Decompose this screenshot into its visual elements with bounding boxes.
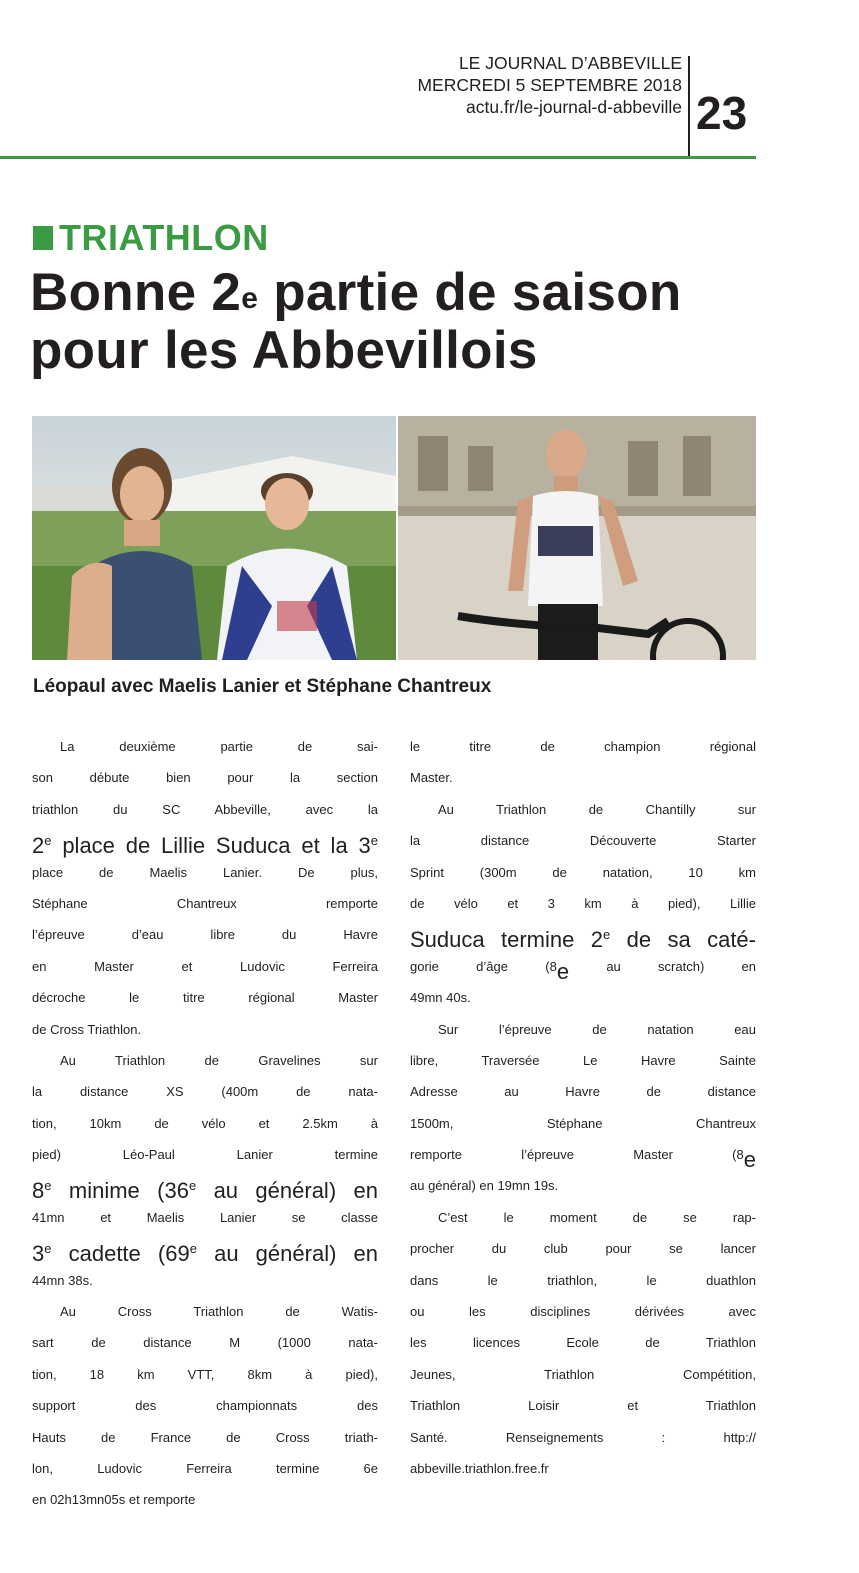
body-line [32, 1207, 378, 1238]
ordinal-superscript: ou les disciplines dérivées avec [410, 1304, 756, 1320]
ordinal-superscript: la distance XS (400m de nata- [32, 1084, 378, 1100]
ordinal-superscript: dans le triathlon, le duathlon [410, 1272, 756, 1288]
body-line [32, 1364, 378, 1395]
section-kicker [33, 218, 269, 258]
body-line [32, 1332, 378, 1363]
ordinal-superscript: Adresse au Havre de distance [410, 1084, 756, 1100]
ordinal-superscript: e [44, 833, 52, 849]
ordinal-superscript: Au Cross Triathlon de Watis- [60, 1304, 378, 1320]
ordinal-superscript: e [370, 833, 378, 849]
ordinal-superscript: 41mn et Maelis Lanier se classe [32, 1209, 378, 1225]
body-line [410, 1270, 756, 1301]
ordinal-superscript: e [44, 1178, 52, 1194]
ordinal-superscript: les licences Ecole de Triathlon [410, 1335, 756, 1351]
ordinal-superscript: Jeunes, Triathlon Compétition, [410, 1366, 756, 1382]
body-line [410, 1427, 756, 1458]
body-text: e [743, 1147, 756, 1173]
ordinal-superscript: tion, 10km de vélo et 2.5km à [32, 1115, 378, 1131]
kicker-label: TRIATHLON [59, 217, 269, 258]
headline-line-2: pour les Abbevillois [30, 321, 538, 380]
ordinal-superscript: de Cross Triathlon. [32, 1021, 142, 1037]
ordinal-superscript: 49mn 40s. [410, 990, 471, 1006]
body-line [410, 956, 756, 987]
body-line [32, 767, 378, 798]
ordinal-superscript: en Master et Ludovic Ferreira [32, 958, 378, 974]
ordinal-superscript: son débute bien pour la section [32, 770, 378, 786]
page-number: 23 [696, 87, 748, 139]
ordinal-superscript: Stéphane Chantreux remporte [32, 895, 378, 911]
ordinal-superscript: sart de distance M (1000 nata- [32, 1335, 378, 1351]
body-line [410, 1113, 756, 1144]
ordinal-superscript: au général) en 19mn 19s. [410, 1178, 559, 1194]
body-line [32, 1113, 378, 1144]
ordinal-superscript: remporte l’épreuve Master (8 [410, 1147, 744, 1163]
body-line [410, 767, 756, 798]
ordinal-superscript: l’épreuve d’eau libre du Havre [32, 927, 378, 943]
body-line [410, 1301, 756, 1332]
header-divider [688, 56, 690, 156]
body-line [410, 1332, 756, 1363]
ordinal-superscript: e [188, 1178, 197, 1194]
body-text: de sa caté- [610, 927, 756, 953]
body-line [32, 924, 378, 955]
ordinal-superscript: abbeville.triathlon.free.fr [410, 1460, 549, 1476]
body-text: au général) en [196, 1178, 378, 1204]
body-line [32, 1144, 378, 1175]
body-line [410, 987, 756, 1018]
ordinal-superscript: gorie d’âge (8 [410, 958, 557, 974]
headline-text: Bonne 2 [30, 263, 242, 322]
body-line [32, 893, 378, 924]
body-line [410, 799, 756, 830]
body-line [410, 736, 756, 767]
body-line [410, 1144, 756, 1175]
body-line [32, 1081, 378, 1112]
body-line [32, 736, 378, 767]
body-line [32, 1019, 378, 1050]
ordinal-superscript: Santé. Renseignements : http:// [410, 1429, 756, 1445]
body-line [32, 1270, 378, 1301]
ordinal-superscript: décroche le titre régional Master [32, 990, 378, 1006]
issue-date: MERCREDI 5 SEPTEMBRE 2018 [417, 75, 682, 95]
headline-line-1 [30, 264, 770, 322]
body-text: au général) en [196, 1241, 379, 1267]
body-line [410, 1050, 756, 1081]
ordinal-superscript: pied) Léo-Paul Lanier termine [32, 1147, 378, 1163]
header-rule [0, 156, 756, 159]
body-line [32, 1427, 378, 1458]
body-text: 2 [32, 833, 45, 859]
body-line [32, 1301, 378, 1332]
ordinal-superscript: e [602, 927, 611, 943]
photo-stephane [398, 416, 756, 660]
body-line [32, 1489, 378, 1520]
ordinal-superscript: Au Triathlon de Chantilly sur [438, 801, 756, 817]
ordinal-superscript: procher du club pour se lancer [410, 1241, 756, 1257]
ordinal-superscript: triathlon du SC Abbeville, avec la [32, 801, 378, 817]
body-line [32, 862, 378, 893]
body-line [410, 924, 756, 955]
photo-caption: Léopaul avec Maelis Lanier et Stéphane Chantreux [33, 676, 492, 697]
ordinal-superscript: la distance Découverte Starter [410, 833, 756, 849]
ordinal-superscript: de vélo et 3 km à pied), Lillie [410, 895, 756, 911]
body-line [32, 799, 378, 830]
ordinal-superscript: Master. [410, 770, 453, 786]
headline-text: partie de saison [258, 263, 682, 322]
ordinal-superscript: Triathlon Loisir et Triathlon [410, 1398, 756, 1414]
ordinal-superscript: La deuxième partie de sai- [60, 739, 378, 754]
body-line [32, 956, 378, 987]
ordinal-superscript: libre, Traversée Le Havre Sainte [410, 1052, 756, 1068]
masthead [380, 52, 682, 118]
article-column-right [410, 736, 756, 1489]
photo-leopaul-maelis [32, 416, 396, 660]
ordinal-superscript: support des championnats des [32, 1398, 378, 1414]
headline-superscript: e [241, 282, 259, 315]
photo-image [32, 416, 396, 660]
article-column-left [32, 736, 378, 1521]
photo-image [398, 416, 756, 660]
body-text: 3 [32, 1241, 45, 1267]
body-line [32, 1050, 378, 1081]
body-line [410, 830, 756, 861]
ordinal-superscript: C’est le moment de se rap- [438, 1209, 756, 1225]
body-line [32, 1458, 378, 1489]
ordinal-superscript: Hauts de France de Cross triath- [32, 1429, 378, 1445]
ordinal-superscript: 44mn 38s. [32, 1272, 93, 1288]
ordinal-superscript: Sur l’épreuve de natation eau [438, 1021, 756, 1037]
body-line [410, 893, 756, 924]
body-line [410, 862, 756, 893]
ordinal-superscript: 1500m, Stéphane Chantreux [410, 1115, 756, 1131]
body-text: e [556, 958, 570, 984]
body-line [410, 1238, 756, 1269]
ordinal-superscript: en 02h13mn05s et remporte [32, 1492, 196, 1508]
body-line [32, 830, 378, 861]
ordinal-superscript: Au Triathlon de Gravelines sur [60, 1052, 378, 1068]
body-text: Suduca termine 2 [410, 927, 603, 953]
body-line [410, 1019, 756, 1050]
body-line [32, 1238, 378, 1269]
ordinal-superscript: place de Maelis Lanier. De plus, [32, 864, 378, 880]
body-line [410, 1395, 756, 1426]
body-line [410, 1458, 756, 1489]
body-line [410, 1175, 756, 1206]
body-line [32, 987, 378, 1018]
body-text: minime (36 [51, 1178, 189, 1204]
kicker-square-icon [33, 226, 53, 250]
body-line [410, 1207, 756, 1238]
ordinal-superscript: au scratch) en [569, 958, 756, 974]
ordinal-superscript: lon, Ludovic Ferreira termine 6e [32, 1460, 378, 1476]
body-line [32, 1395, 378, 1426]
body-line [410, 1364, 756, 1395]
publication-url: actu.fr/le-journal-d-abbeville [466, 97, 682, 117]
body-text: cadette (69 [51, 1241, 190, 1267]
ordinal-superscript: Sprint (300m de natation, 10 km [410, 864, 756, 880]
body-line [32, 1175, 378, 1206]
ordinal-superscript: e [44, 1241, 52, 1257]
body-line [410, 1081, 756, 1112]
ordinal-superscript: le titre de champion régional [410, 739, 756, 754]
ordinal-superscript: e [189, 1241, 197, 1257]
body-text: place de Lillie Suduca et la 3 [51, 833, 371, 859]
body-text: 8 [32, 1178, 45, 1204]
ordinal-superscript: tion, 18 km VTT, 8km à pied), [32, 1366, 378, 1382]
publication-name: LE JOURNAL D’ABBEVILLE [458, 53, 682, 73]
article-headline [30, 264, 770, 380]
